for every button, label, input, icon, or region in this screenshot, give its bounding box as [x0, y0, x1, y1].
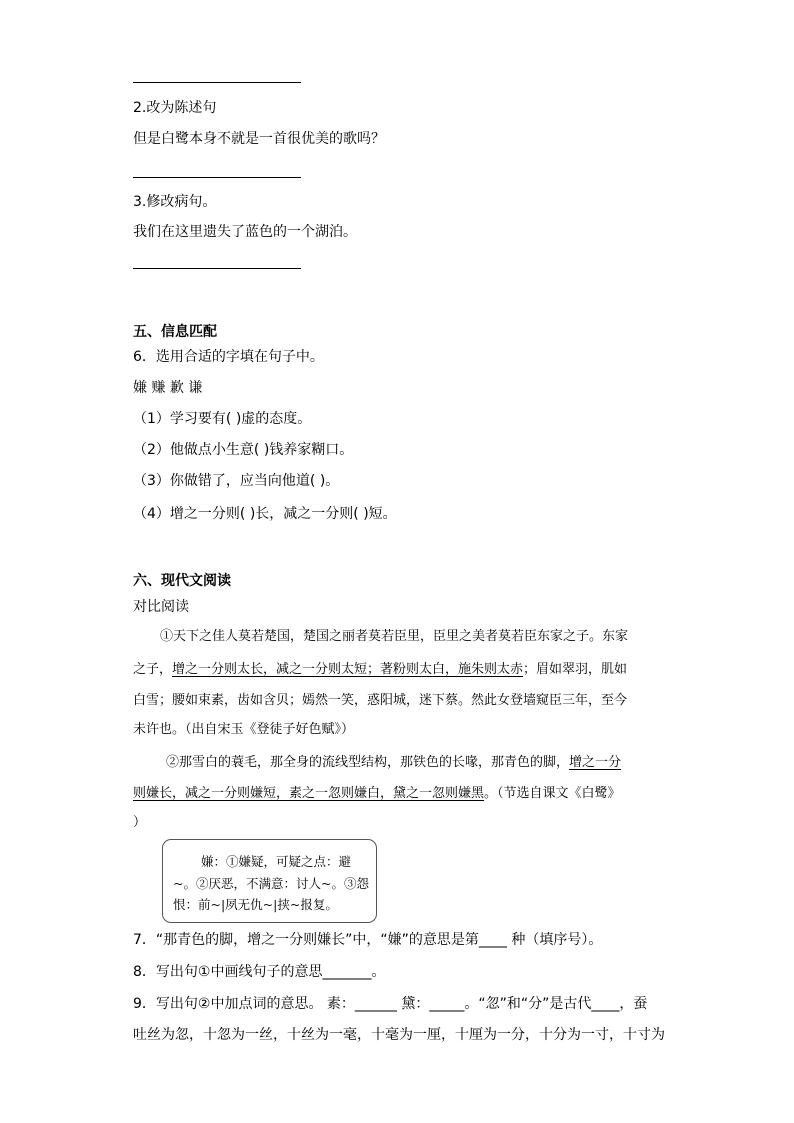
passage-2-underlined-a: 增之一分 [569, 755, 622, 770]
passage-2-underlined-b: 则嫌长，减之一分则嫌短，素之一忽则嫌白，黛之一忽则嫌黑 [133, 786, 485, 801]
passage-1-line-2 [133, 660, 627, 680]
passage-1-line-3: 白雪；腰如束素，齿如含贝；嫣然一笑，惑阳城，迷下蔡。然此女登墙窥臣三年，至今 [133, 693, 628, 708]
section-6-subheading: 对比阅读 [133, 599, 189, 615]
q3-sentence: 我们在这里遗失了蓝色的一个湖泊。 [133, 224, 357, 240]
q6-choices: 嫌 赚 歉 谦 [133, 380, 203, 396]
passage-1-underlined: 增之一分则太长，减之一分则太短；著粉则太白，施朱则太赤 [172, 662, 524, 677]
q6-item-3: （3）你做错了，应当向他道( )。 [133, 473, 340, 489]
passage-2-line-2-post: 。（节选自课文《白鹭》 [484, 786, 621, 801]
dictionary-box [162, 839, 377, 923]
answer-line-q2[interactable] [133, 177, 301, 178]
passage-1-line-4: 未许也。（出自宋玉《登徒子好色赋》） [133, 722, 355, 737]
dictionary-line-1: 嫌：①嫌疑，可疑之点：避 [201, 854, 352, 869]
q6-item-2: （2）他做点小生意( )钱养家糊口。 [133, 442, 354, 458]
q8: 8．写出句①中画线句子的意思_______。 [133, 964, 386, 980]
q6-item-1: （1）学习要有( )虚的态度。 [133, 411, 312, 427]
answer-line-q3[interactable] [133, 268, 301, 269]
section-5-heading: 五、信息匹配 [133, 324, 217, 340]
passage-2-line-3: ） [133, 815, 147, 830]
passage-1-line-2-pre: 之子， [133, 662, 173, 677]
q7: 7．“那青色的脚，增之一分则嫌长”中，“嫌”的意思是第____ 种（填序号）。 [133, 932, 603, 948]
q9-line-1: 9．写出句②中加点词的意思。 素：______ 黛：_____。“忽”和“分”是古代____，蚕 [133, 996, 648, 1012]
dictionary-line-3: 恨：前~|夙无仇~|挟~报复。 [173, 897, 338, 912]
dictionary-line-2: ~。②厌恶，不满意：讨人~。③怨 [173, 876, 369, 891]
passage-1-line-2-post: ；眉如翠羽，肌如 [523, 662, 628, 677]
q6-title: 6．选用合适的字填在句子中。 [133, 349, 324, 365]
passage-2-line-2 [133, 784, 621, 804]
passage-1-line-1: ①天下之佳人莫若楚国，楚国之丽者莫若臣里，臣里之美者莫若臣东家之子。东家 [160, 629, 629, 644]
section-6-heading: 六、现代文阅读 [133, 573, 231, 589]
answer-line-q1[interactable] [133, 82, 301, 83]
passage-2-line-1-pre: ②那雪白的蓑毛，那全身的流线型结构，那铁色的长喙，那青色的脚， [166, 755, 570, 770]
q2-sentence: 但是白鹭本身不就是一首很优美的歌吗？ [133, 131, 385, 147]
q3-title: 3.修改病句。 [133, 194, 217, 210]
passage-2-line-1 [166, 753, 621, 773]
q2-title: 2.改为陈述句 [133, 100, 217, 116]
q9-line-2: 吐丝为忽，十忽为一丝，十丝为一毫，十毫为一厘，十厘为一分，十分为一寸，十寸为 [133, 1027, 665, 1043]
q6-item-4: （4）增之一分则( )长，减之一分则( )短。 [133, 506, 397, 522]
